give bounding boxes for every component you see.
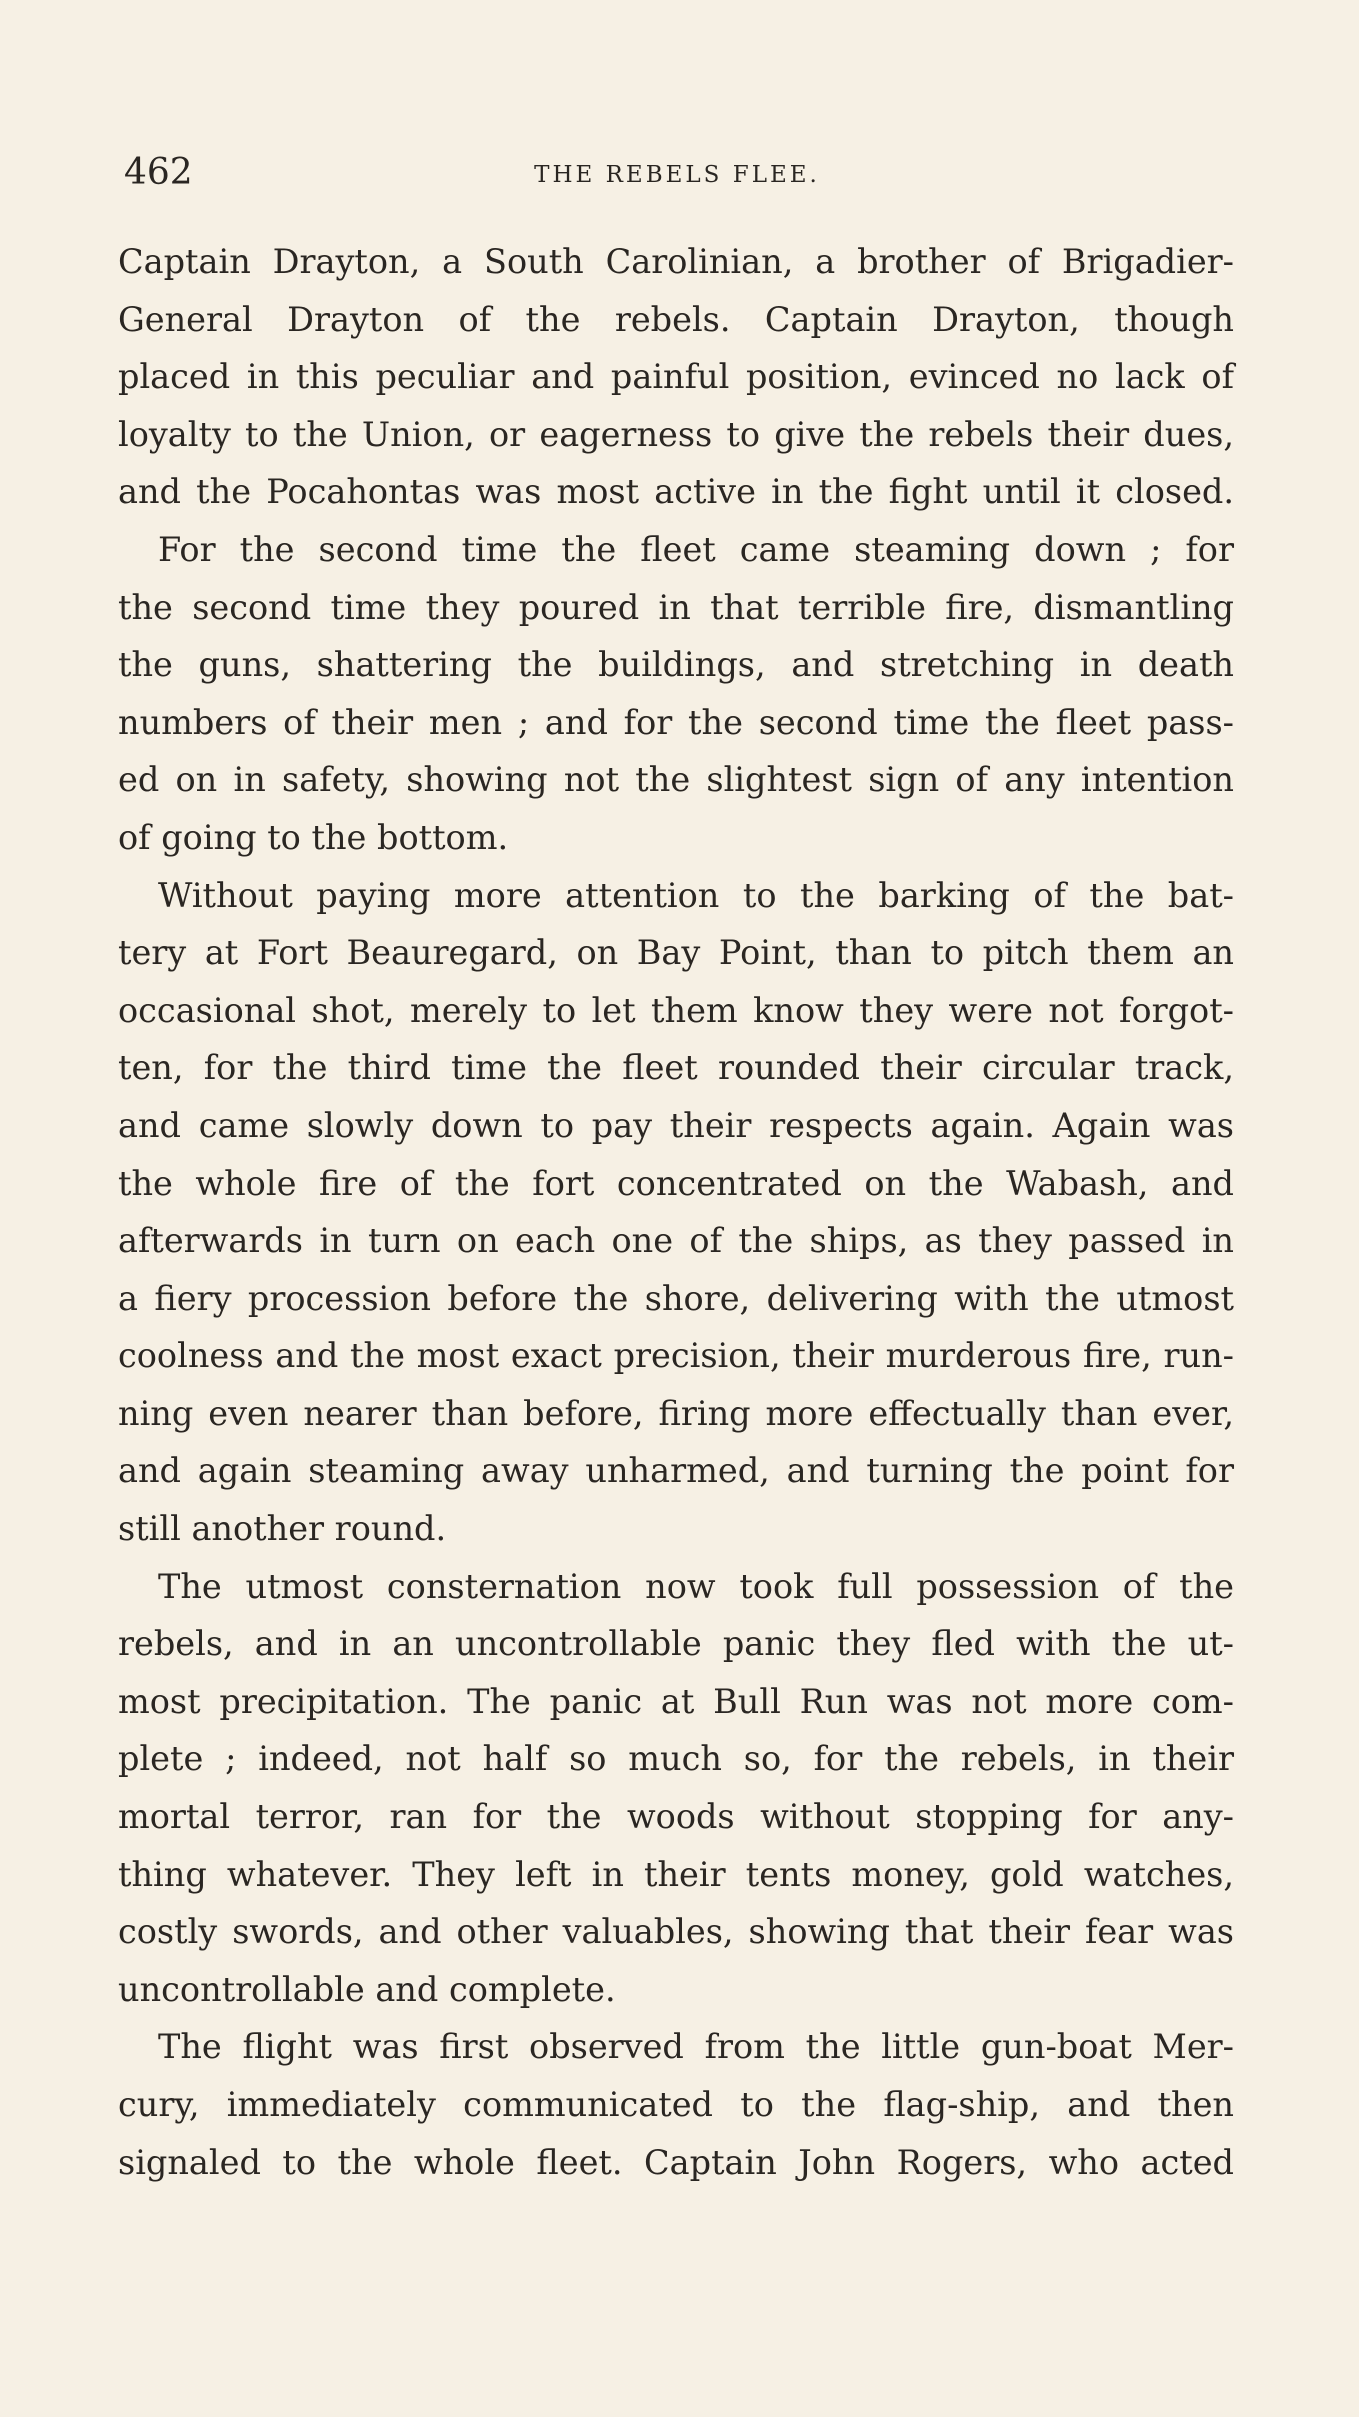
paragraph bbox=[118, 867, 1234, 1558]
text-line: Captain Drayton, a South Carolinian, a brother of Brigadier- bbox=[118, 242, 1234, 281]
text-line: the guns, shattering the buildings, and stretching in death bbox=[118, 645, 1234, 685]
text-line: uncontrollable and complete. bbox=[118, 1969, 616, 2009]
text-line: The flight was first observed from the little gun-boat Mer- bbox=[158, 2027, 1234, 2067]
text-line: The utmost consternation now took full possession of the bbox=[158, 1566, 1234, 1606]
text-line: signaled to the whole fleet. Captain John Rogers, who acted bbox=[118, 2142, 1234, 2182]
text-line: the second time they poured in that terrible fire, dismantling bbox=[118, 587, 1234, 627]
text-line: of going to the bottom. bbox=[118, 817, 509, 857]
text-line: cury, immediately communicated to the flag-ship, and then bbox=[118, 2085, 1234, 2124]
text-line: rebels, and in an uncontrollable panic they fled with the ut- bbox=[118, 1624, 1234, 1664]
text-line: a fiery procession before the shore, delivering with the utmost bbox=[118, 1278, 1234, 1318]
text-line: and again steaming away unharmed, and turning the point for bbox=[118, 1451, 1234, 1491]
paragraph bbox=[118, 521, 1234, 867]
text-line: ten, for the third time the fleet rounded their circular track, bbox=[118, 1048, 1234, 1088]
text-line: thing whatever. They left in their tents money, gold watches, bbox=[118, 1854, 1234, 1894]
text-line: Without paying more attention to the barking of the bat- bbox=[158, 875, 1234, 915]
text-line: plete ; indeed, not half so much so, for the rebels, in their bbox=[118, 1739, 1234, 1779]
text-line: placed in this peculiar and painful position, evinced no lack of bbox=[118, 357, 1234, 397]
text-line: numbers of their men ; and for the second time the fleet pass- bbox=[118, 702, 1234, 742]
text-line: tery at Fort Beauregard, on Bay Point, than to pitch them an bbox=[118, 933, 1234, 973]
text-line: occasional shot, merely to let them know they were not forgot- bbox=[118, 990, 1234, 1030]
paragraph bbox=[118, 233, 1234, 521]
text-line: still another round. bbox=[118, 1509, 447, 1549]
text-line: and the Pocahontas was most active in the fight until it closed. bbox=[118, 472, 1234, 512]
text-line: most precipitation. The panic at Bull Run was not more com- bbox=[118, 1681, 1234, 1721]
text-line: coolness and the most exact precision, their murderous fire, run- bbox=[118, 1336, 1234, 1376]
text-line: ning even nearer than before, firing more effectually than ever, bbox=[118, 1393, 1234, 1433]
text-line: and came slowly down to pay their respects again. Again was bbox=[118, 1105, 1234, 1145]
running-head bbox=[124, 148, 1230, 198]
paragraph bbox=[118, 1558, 1234, 2019]
text-line: loyalty to the Union, or eagerness to give the rebels their dues, bbox=[118, 414, 1234, 454]
text-line: For the second time the fleet came steaming down ; for bbox=[158, 529, 1234, 569]
page-number: 462 bbox=[124, 152, 193, 193]
chapter-running-title: THE REBELS FLEE. bbox=[534, 162, 820, 188]
text-line: mortal terror, ran for the woods without stopping for any- bbox=[118, 1797, 1234, 1837]
text-line: the whole fire of the fort concentrated on the Wabash, and bbox=[118, 1163, 1234, 1203]
paragraph bbox=[118, 2018, 1234, 2191]
text-line: afterwards in turn on each one of the ships, as they passed in bbox=[118, 1221, 1234, 1261]
text-line: costly swords, and other valuables, showing that their fear was bbox=[118, 1912, 1234, 1952]
body-text bbox=[118, 233, 1234, 2191]
text-line: General Drayton of the rebels. Captain Drayton, though bbox=[118, 299, 1234, 339]
text-line: ed on in safety, showing not the slightest sign of any intention bbox=[118, 760, 1234, 800]
